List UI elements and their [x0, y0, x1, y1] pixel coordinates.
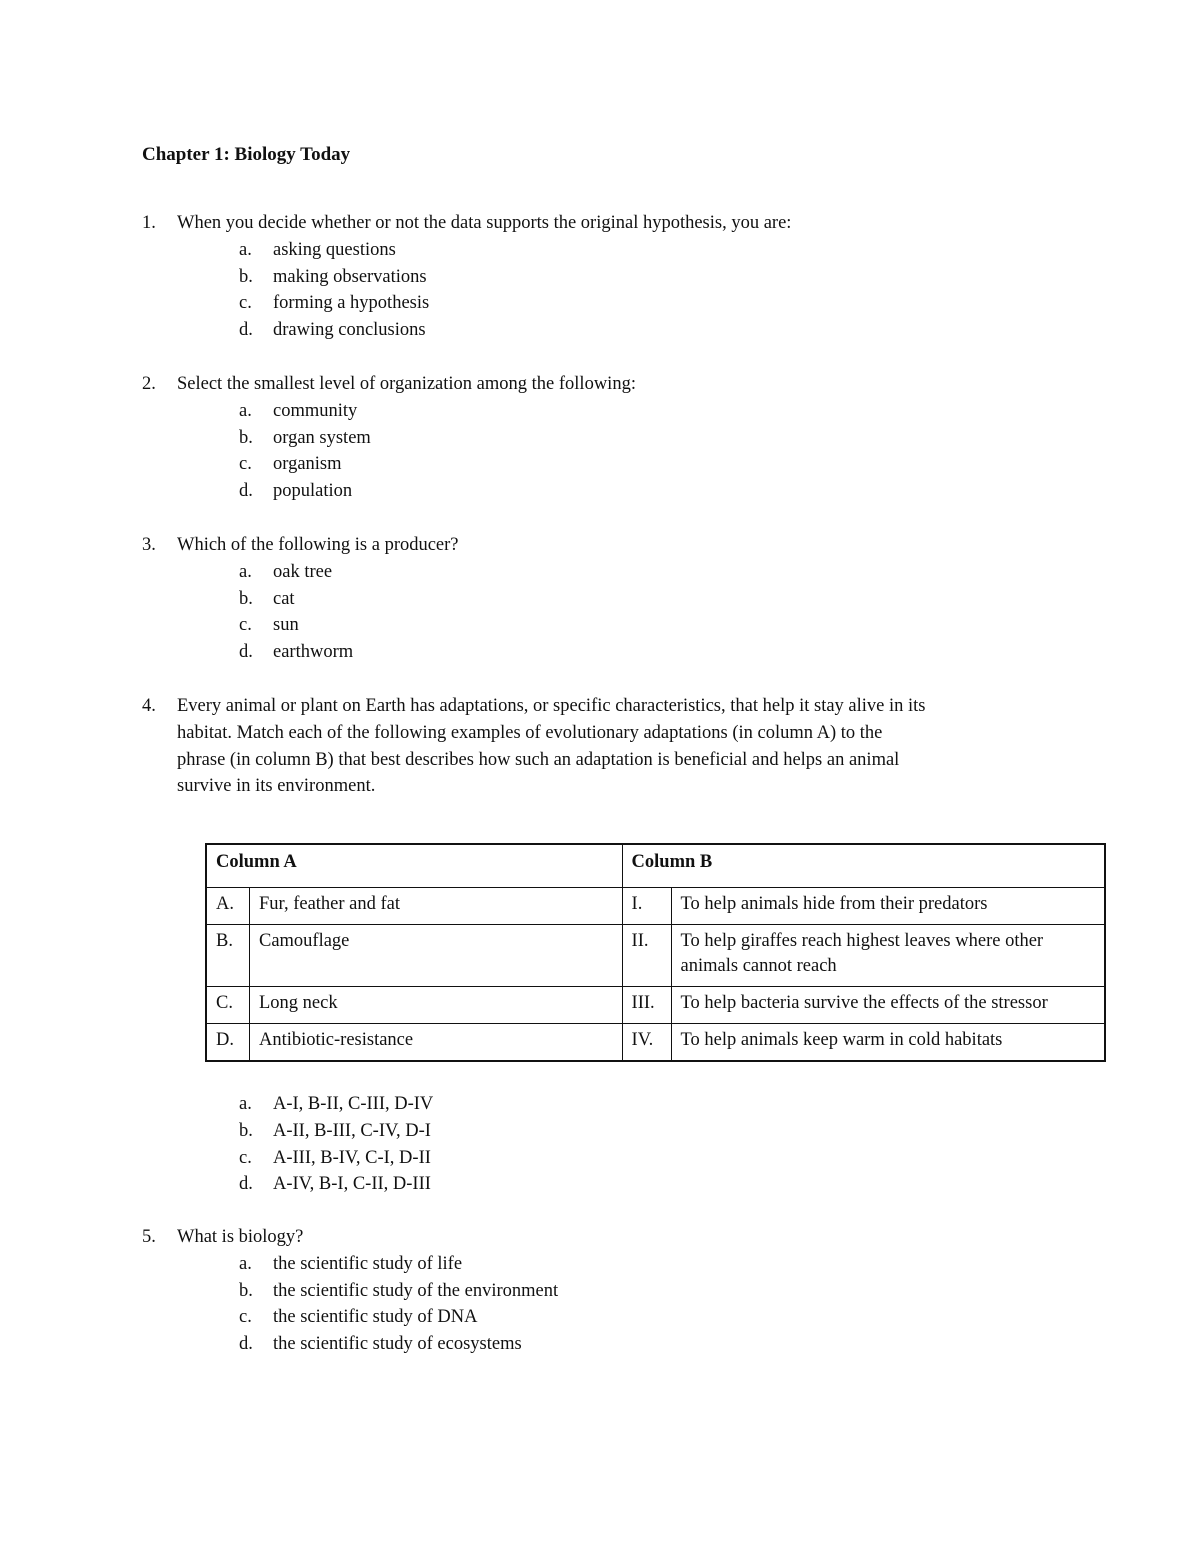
option-a	[239, 237, 1062, 264]
option-letter: a.	[239, 561, 252, 582]
question-3	[142, 532, 1062, 666]
option-text: organism	[273, 454, 342, 475]
question-text-line: survive in its environment.	[177, 776, 376, 797]
column-a-key: B.	[206, 925, 249, 987]
option-c	[239, 451, 1062, 478]
option-text: A-III, B-IV, C-I, D-II	[273, 1147, 431, 1168]
column-a-text: Long neck	[249, 987, 622, 1024]
table-row	[206, 888, 1105, 925]
matching-table	[205, 843, 1106, 1062]
question-2	[142, 371, 1062, 505]
option-text: forming a hypothesis	[273, 293, 430, 314]
option-text: the scientific study of DNA	[273, 1307, 478, 1328]
option-b	[239, 425, 1062, 452]
option-text: the scientific study of the environment	[273, 1280, 559, 1301]
question-4-options	[142, 1091, 1062, 1198]
option-text: the scientific study of ecosystems	[273, 1334, 522, 1355]
question-5	[142, 1224, 1062, 1358]
option-letter: d.	[239, 481, 253, 502]
question-text-line: Every animal or plant on Earth has adaptations, or specific characteristics, that help it stay alive in its	[177, 696, 926, 716]
option-d	[239, 317, 1062, 344]
option-text: sun	[273, 615, 299, 636]
column-a-text: Antibiotic-resistance	[249, 1024, 622, 1062]
column-b-key: I.	[622, 888, 671, 925]
column-a-text: Fur, feather and fat	[249, 888, 622, 925]
option-text: A-II, B-III, C-IV, D-I	[273, 1120, 431, 1141]
table-header-row	[206, 844, 1105, 888]
option-letter: d.	[239, 1174, 253, 1195]
option-text: oak tree	[273, 561, 333, 582]
option-a	[239, 1251, 1062, 1278]
question-text: What is biology?	[177, 1227, 304, 1247]
option-c	[239, 612, 1062, 639]
option-d	[239, 1171, 1062, 1198]
option-text: population	[273, 481, 353, 502]
column-a-key: D.	[206, 1024, 249, 1062]
question-number: 5.	[142, 1227, 156, 1247]
question-text: When you decide whether or not the data supports the original hypothesis, you are:	[177, 213, 792, 233]
option-letter: a.	[239, 1094, 252, 1114]
option-d	[239, 478, 1062, 505]
option-text: earthworm	[273, 642, 354, 663]
question-4	[142, 693, 1062, 800]
option-c	[239, 1304, 1062, 1331]
option-a	[239, 398, 1062, 425]
option-a	[239, 559, 1062, 586]
question-text: Which of the following is a producer?	[177, 535, 459, 555]
option-text: organ system	[273, 427, 371, 448]
column-b-text: To help animals keep warm in cold habitats	[671, 1024, 1105, 1062]
question-text	[177, 693, 1062, 800]
option-letter: c.	[239, 454, 252, 475]
option-letter: a.	[239, 400, 252, 421]
option-letter: b.	[239, 266, 253, 287]
option-text: drawing conclusions	[273, 320, 426, 341]
option-list	[239, 398, 1062, 505]
option-d	[239, 1331, 1062, 1358]
option-text: asking questions	[273, 239, 396, 260]
option-text: the scientific study of life	[273, 1253, 463, 1274]
option-text: community	[273, 400, 358, 421]
option-text: A-I, B-II, C-III, D-IV	[273, 1094, 434, 1114]
question-text: Select the smallest level of organization among the following:	[177, 374, 636, 394]
column-b-key: II.	[622, 925, 671, 987]
option-letter: a.	[239, 1253, 252, 1274]
option-list	[239, 559, 1062, 666]
option-letter: a.	[239, 239, 252, 260]
option-text: A-IV, B-I, C-II, D-III	[273, 1174, 431, 1195]
column-b-header: Column B	[622, 844, 1105, 888]
option-text: making observations	[273, 266, 427, 287]
option-list	[239, 1251, 1062, 1358]
question-number: 1.	[142, 213, 156, 233]
option-b	[239, 1118, 1062, 1145]
option-list	[239, 237, 1062, 344]
question-1	[142, 210, 1062, 344]
column-b-text: To help bacteria survive the effects of the stressor	[671, 987, 1105, 1024]
option-text: cat	[273, 588, 295, 609]
question-number: 4.	[142, 696, 156, 716]
option-list	[239, 1091, 1062, 1198]
option-letter: b.	[239, 1280, 253, 1301]
question-text-line: habitat. Match each of the following examples of evolutionary adaptations (in column A) to the	[177, 722, 883, 743]
option-c	[239, 1145, 1062, 1172]
option-b	[239, 586, 1062, 613]
option-b	[239, 264, 1062, 291]
option-letter: c.	[239, 293, 252, 314]
table-row	[206, 987, 1105, 1024]
column-b-key: IV.	[622, 1024, 671, 1062]
option-letter: c.	[239, 1147, 252, 1168]
column-b-key: III.	[622, 987, 671, 1024]
option-letter: b.	[239, 1120, 253, 1141]
option-letter: d.	[239, 320, 253, 341]
column-b-text: To help animals hide from their predators	[671, 888, 1105, 925]
column-a-key: A.	[206, 888, 249, 925]
option-letter: b.	[239, 427, 253, 448]
question-number: 3.	[142, 535, 156, 555]
option-letter: b.	[239, 588, 253, 609]
option-b	[239, 1278, 1062, 1305]
option-letter: d.	[239, 1334, 253, 1355]
question-text-line: phrase (in column B) that best describes how such an adaptation is beneficial and helps an animal	[177, 749, 900, 770]
table-row	[206, 925, 1105, 987]
question-number: 2.	[142, 374, 156, 394]
option-d	[239, 639, 1062, 666]
column-a-header: Column A	[206, 844, 622, 888]
option-letter: c.	[239, 1307, 252, 1328]
option-letter: d.	[239, 642, 253, 663]
table-row	[206, 1024, 1105, 1062]
column-b-text: To help giraffes reach highest leaves where other animals cannot reach	[671, 925, 1105, 987]
option-c	[239, 290, 1062, 317]
column-a-text: Camouflage	[249, 925, 622, 987]
option-a	[239, 1091, 1062, 1118]
chapter-title: Chapter 1: Biology Today	[142, 144, 351, 165]
option-letter: c.	[239, 615, 252, 636]
column-a-key: C.	[206, 987, 249, 1024]
